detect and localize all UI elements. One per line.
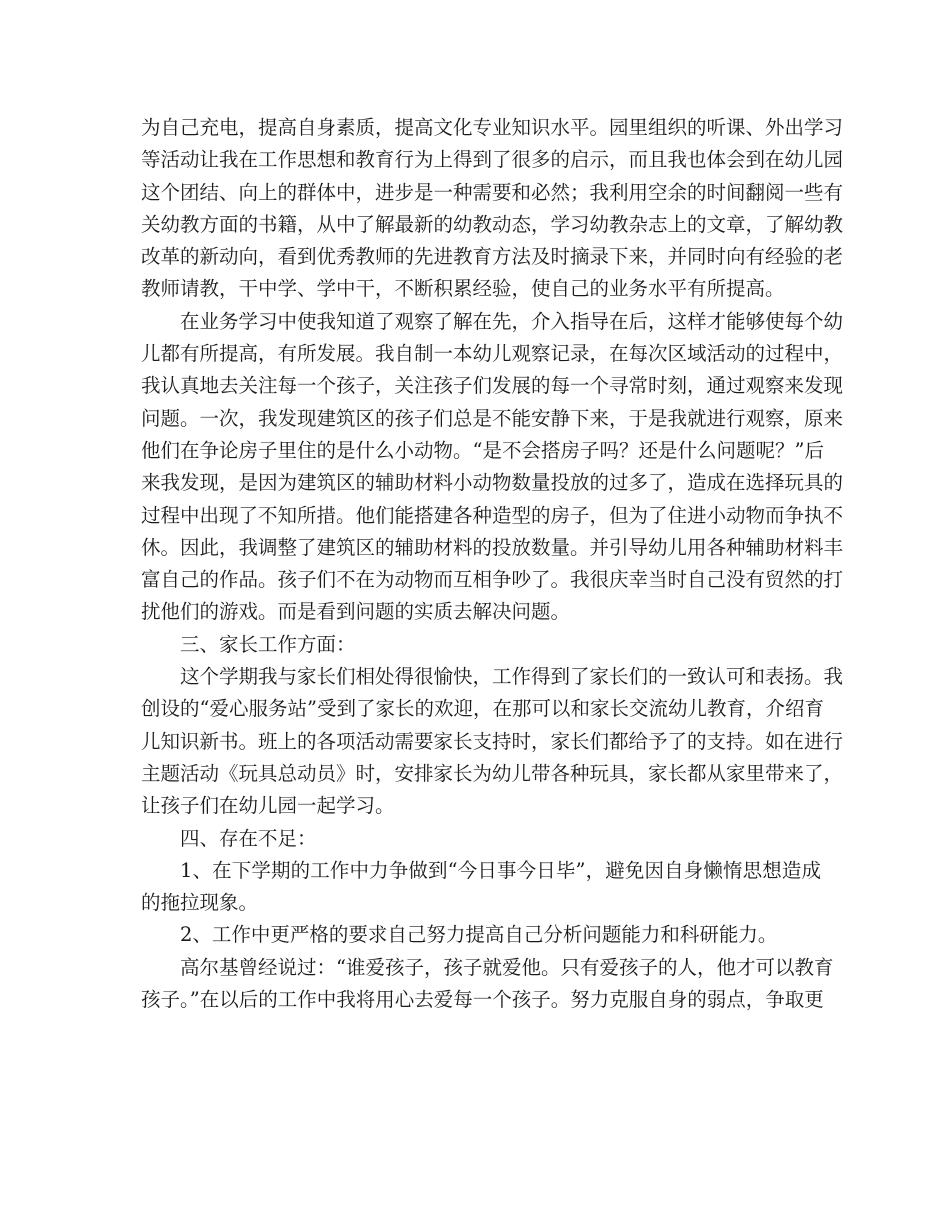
text-line: 过程中出现了不知所措。他们能搭建各种造型的房子，但为了住进小动物而争执不 (141, 503, 844, 527)
text-line: 这个团结、向上的群体中，进步是一种需要和必然；我利用空余的时间翻阅一些有 (141, 180, 844, 204)
text-line: 等活动让我在工作思想和教育行为上得到了很多的启示，而且我也体会到在幼儿园 (141, 148, 844, 172)
text-line: 休。因此，我调整了建筑区的辅助材料的投放数量。并引导幼儿用各种辅助材料丰 (141, 535, 844, 559)
text-line: 的拖拉现象。 (141, 891, 259, 915)
text-line: 让孩子们在幼儿园一起学习。 (141, 794, 395, 818)
text-line: 扰他们的游戏。而是看到问题的实质去解决问题。 (141, 600, 571, 624)
text-line: 为自己充电，提高自身素质，提高文化专业知识水平。园里组织的听课、外出学习 (141, 116, 844, 139)
text-line: 我认真地去关注每一个孩子，关注孩子们发展的每一个寻常时刻，通过观察来发现 (141, 374, 844, 398)
text-line: 富自己的作品。孩子们不在为动物而互相争吵了。我很庆幸当时自己没有贸然的打 (141, 568, 844, 592)
text-line: 改革的新动向，看到优秀教师的先进教育方法及时摘录下来，并同时向有经验的老 (141, 245, 844, 269)
text-line: 儿都有所提高，有所发展。我自制一本幼儿观察记录，在每次区域活动的过程中， (141, 342, 844, 366)
text-line: 创设的“爱心服务站”受到了家长的欢迎，在那可以和家长交流幼儿教育，介绍育 (141, 697, 824, 721)
text-line: 他们在争论房子里住的是什么小动物。“是不会搭房子吗？还是什么问题呢？”后 (141, 438, 824, 462)
body-text (141, 112, 844, 1016)
text-line: 孩子。”在以后的工作中我将用心去爱每一个孩子。努力克服自身的弱点，争取更 (141, 988, 824, 1012)
section-heading: 三、家长工作方面： (180, 632, 356, 656)
text-line: 来我发现，是因为建筑区的辅助材料小动物数量投放的过多了，造成在选择玩具的 (141, 471, 844, 495)
text-line: 教师请教，干中学、学中干，不断积累经验，使自己的业务水平有所提高。 (141, 277, 785, 301)
text-line: 问题。一次，我发现建筑区的孩子们总是不能安静下来，于是我就进行观察，原来 (141, 406, 844, 430)
paragraph-start-line: 在业务学习中使我知道了观察了解在先，介入指导在后，这样才能够使每个幼 (180, 309, 844, 333)
paragraph-start-line: 高尔基曾经说过：“谁爱孩子，孩子就爱他。只有爱孩子的人，他才可以教育 (180, 955, 834, 979)
section-heading: 四、存在不足： (180, 826, 317, 850)
list-item-line: 1、在下学期的工作中力争做到“今日事今日毕”，避免因自身懒惰思想造成 (180, 858, 821, 882)
text-line: 关幼教方面的书籍，从中了解最新的幼教动态，学习幼教杂志上的文章，了解幼教 (141, 212, 844, 236)
list-item-line: 2、工作中更严格的要求自己努力提高自己分析问题能力和科研能力。 (180, 923, 778, 947)
text-line: 儿知识新书。班上的各项活动需要家长支持时，家长们都给予了的支持。如在进行 (141, 729, 844, 753)
paragraph-start-line: 这个学期我与家长们相处得很愉快，工作得到了家长们的一致认可和表扬。我 (180, 665, 844, 689)
text-line: 主题活动《玩具总动员》时，安排家长为幼儿带各种玩具，家长都从家里带来了， (141, 761, 844, 785)
